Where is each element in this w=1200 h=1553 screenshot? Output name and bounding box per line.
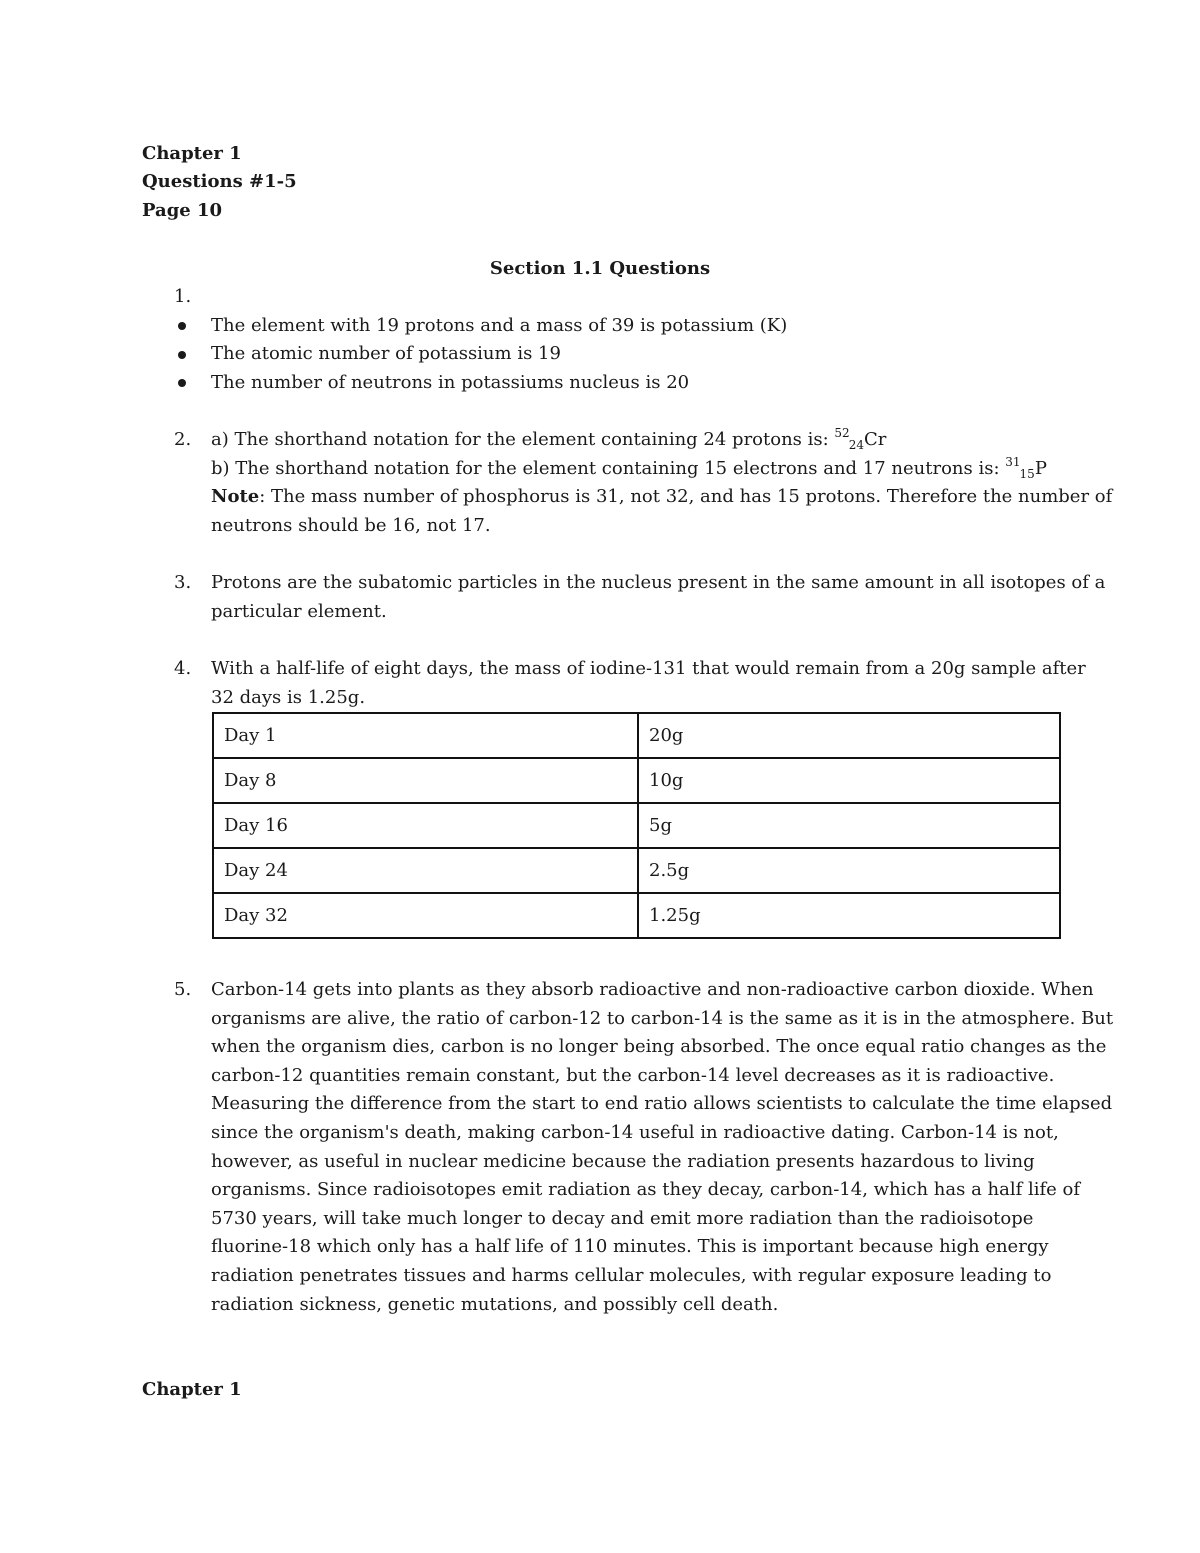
q1-bullet-2: The atomic number of potassium is 19 (211, 343, 561, 364)
q5-line: organisms. Since radioisotopes emit radiation as they decay, carbon-14, which has a half life of (211, 1179, 1081, 1201)
q4-line-1: With a half-life of eight days, the mass of iodine-131 that would remain from a 20g sample after (211, 658, 1086, 679)
table-row (213, 758, 1060, 803)
q5-line: organisms are alive, the ratio of carbon-12 to carbon-14 is the same as it is in the atmosphere. But (211, 1007, 1114, 1029)
q5-line: 5730 years, will take much longer to decay and emit more radiation than the radioisotope (211, 1207, 1034, 1229)
q2-part-b (211, 455, 1047, 484)
day-cell: Day 1 (213, 713, 638, 758)
bullet-icon (178, 322, 186, 330)
questions-heading: Questions #1-5 (142, 171, 297, 192)
mass-cell: 10g (638, 758, 1060, 803)
mass-number: 52 (834, 426, 850, 440)
q3-number: 3. (174, 572, 192, 593)
decay-table (212, 712, 1061, 939)
q2-part-a (211, 426, 886, 455)
page-heading: Page 10 (142, 200, 223, 221)
isotope-notation-cr (834, 426, 887, 452)
q4-number: 4. (174, 658, 192, 679)
table-row (213, 713, 1060, 758)
section-title: Section 1.1 Questions (489, 258, 711, 279)
mass-cell: 2.5g (638, 848, 1060, 893)
note-text-1: : The mass number of phosphorus is 31, not 32, and has 15 protons. Therefore the number of (259, 486, 1113, 507)
bullet-icon (178, 379, 186, 387)
q5-line: carbon-12 quantities remain constant, but the carbon-14 level decreases as it is radioactive. (211, 1064, 1055, 1086)
q5-line: radiation sickness, genetic mutations, and possibly cell death. (211, 1293, 779, 1315)
atomic-number: 15 (1019, 467, 1035, 481)
q5-line: when the organism dies, carbon is no longer being absorbed. The once equal ratio changes as the (211, 1036, 1107, 1058)
q5-line: since the organism's death, making carbon-14 useful in radioactive dating. Carbon-14 is not, (211, 1121, 1059, 1143)
atomic-number: 24 (848, 438, 864, 452)
mass-cell: 5g (638, 803, 1060, 848)
q2-a-text: a) The shorthand notation for the element containing 24 protons is: (211, 429, 835, 450)
q5-paragraph (211, 976, 1114, 1319)
table-row (213, 803, 1060, 848)
q2-b-text: b) The shorthand notation for the element containing 15 electrons and 17 neutrons is: (211, 458, 1006, 479)
day-cell: Day 8 (213, 758, 638, 803)
element-symbol: P (1034, 458, 1047, 479)
q2-number: 2. (174, 429, 192, 450)
day-cell: Day 16 (213, 803, 638, 848)
q5-line: Measuring the difference from the start to end ratio allows scientists to calculate the time elapsed (211, 1093, 1113, 1115)
day-cell: Day 24 (213, 848, 638, 893)
mass-cell: 1.25g (638, 893, 1060, 938)
q4-line-2: 32 days is 1.25g. (211, 687, 366, 708)
q1-bullet-1: The element with 19 protons and a mass of 39 is potassium (K) (211, 315, 788, 336)
q5-line: fluorine-18 which only has a half life of 110 minutes. This is important because high energy (211, 1236, 1049, 1258)
note-label: Note (211, 486, 260, 507)
q3-line-1: Protons are the subatomic particles in the nucleus present in the same amount in all isotopes of a (211, 572, 1106, 593)
q5-line: radiation penetrates tissues and harms cellular molecules, with regular exposure leading to (211, 1264, 1052, 1286)
bullet-icon (178, 351, 186, 359)
chapter-heading: Chapter 1 (142, 143, 242, 164)
q1-bullet-3: The number of neutrons in potassiums nucleus is 20 (211, 372, 690, 393)
q5-line: however, as useful in nuclear medicine because the radiation presents hazardous to living (211, 1150, 1035, 1172)
day-cell: Day 32 (213, 893, 638, 938)
q1-number: 1. (174, 286, 192, 307)
q5-number: 5. (174, 979, 192, 1000)
q2-note (211, 483, 1112, 511)
q2-note-2: neutrons should be 16, not 17. (211, 515, 491, 536)
table-row (213, 848, 1060, 893)
element-symbol: Cr (863, 429, 887, 450)
q3-line-2: particular element. (211, 601, 387, 622)
isotope-notation-p (1005, 455, 1047, 481)
q5-line: Carbon-14 gets into plants as they absorb radioactive and non-radioactive carbon dioxide. When (211, 979, 1094, 1000)
table-row (213, 893, 1060, 938)
footer-chapter-heading: Chapter 1 (142, 1379, 242, 1400)
mass-number: 31 (1005, 455, 1021, 469)
mass-cell: 20g (638, 713, 1060, 758)
